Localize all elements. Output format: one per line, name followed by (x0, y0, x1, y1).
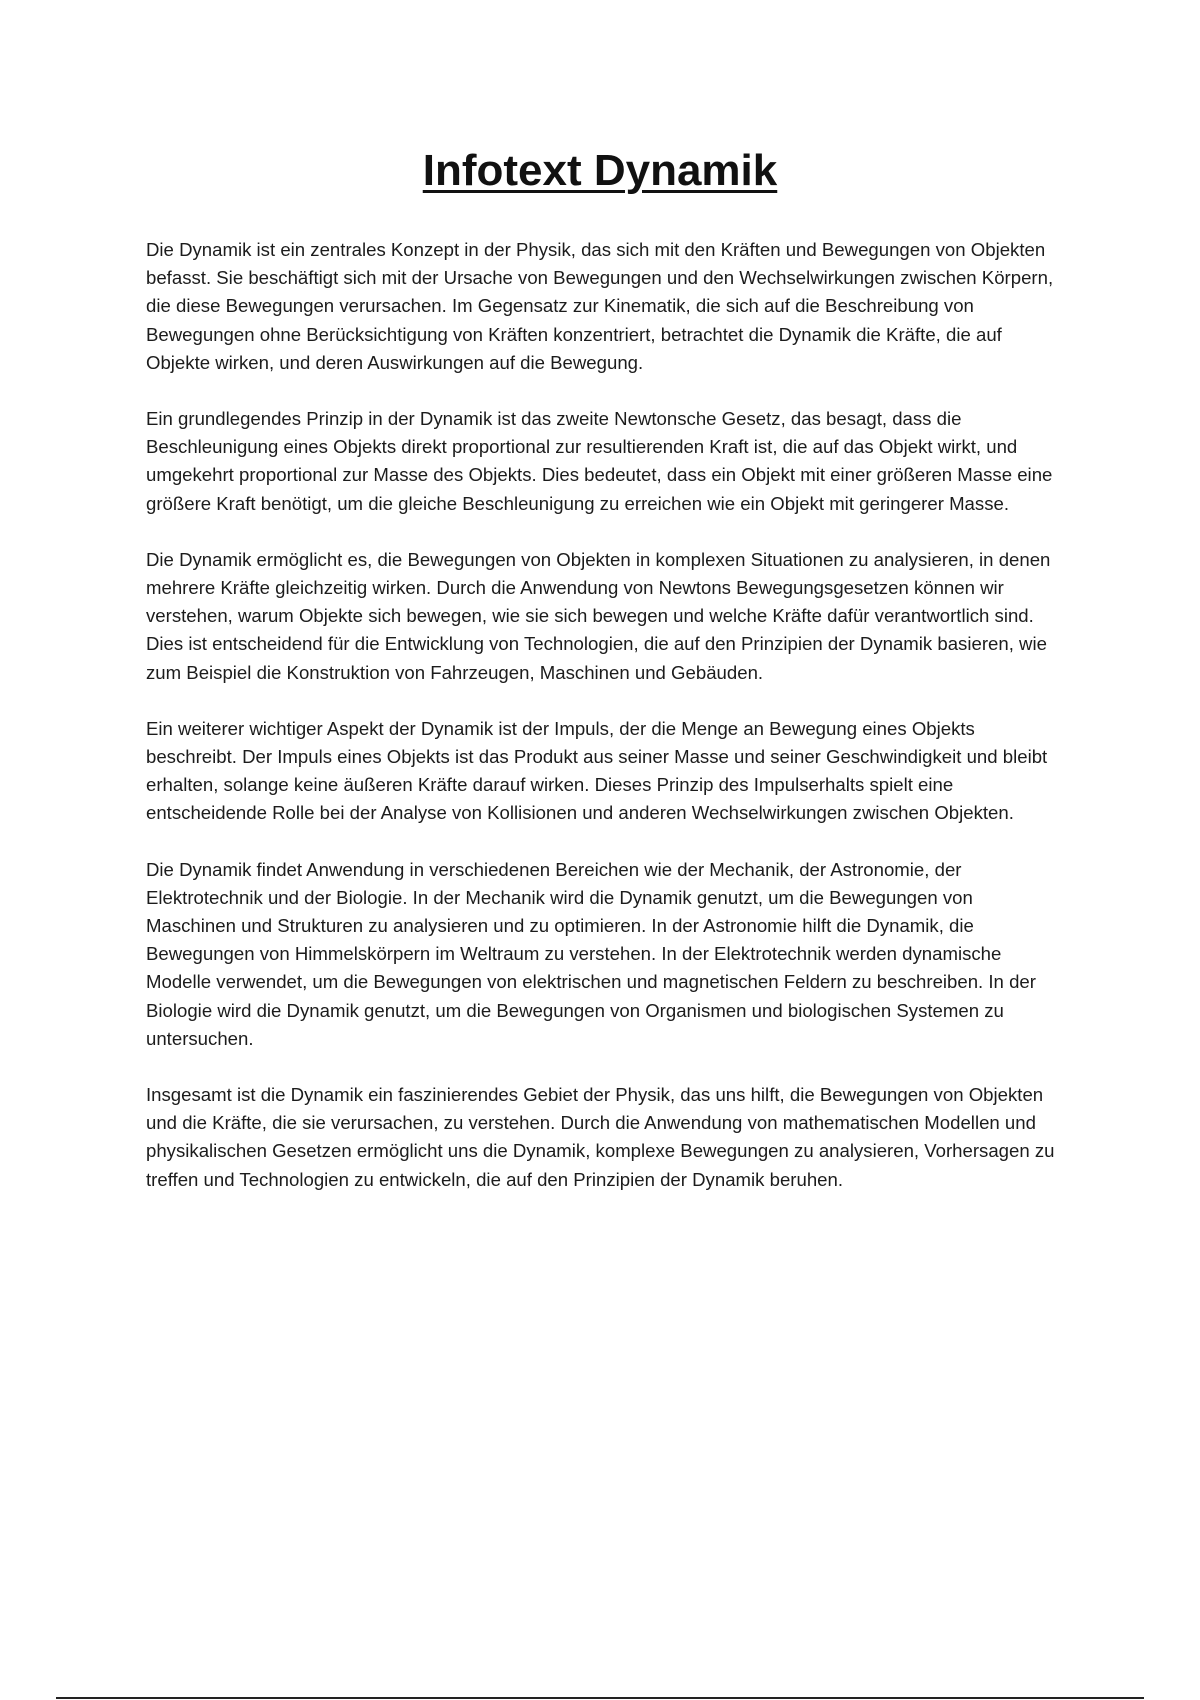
document-title: Infotext Dynamik (422, 146, 778, 195)
paragraph-complex-situations: Die Dynamik ermöglicht es, die Bewegungen von Objekten in komplexen Situationen zu analysieren, in denen mehrere Kräfte gleichzeitig wirken. Durch die Anwendung von Newtons Bewegungsgesetzen können wir verstehen, warum Objekte sich bewegen, wie sie sich bewegen und welche Kräfte dafür verantwortlich sind. Dies ist entscheidend für die Entwicklung von Technologien, die auf den Prinzipien der Dynamik basieren, wie zum Beispiel die Konstruktion von Fahrzeugen, Maschinen und Gebäuden. (146, 548, 1051, 683)
paragraph-newton-law: Ein grundlegendes Prinzip in der Dynamik ist das zweite Newtonsche Gesetz, das besagt, dass die Beschleunigung eines Objekts direkt proportional zur resultierenden Kraft ist, die auf das Objekt wirkt, und umgekehrt proportional zur Masse des Objekts. Dies bedeutet, dass ein Objekt mit einer größeren Masse eine größere Kraft benötigt, um die gleiche Beschleunigung zu erreichen wie ein Objekt mit geringerer Masse. (146, 408, 1053, 514)
paragraph-conclusion: Insgesamt ist die Dynamik ein faszinierendes Gebiet der Physik, das uns hilft, die Bewegungen von Objekten und die Kräfte, die sie verursachen, zu verstehen. Durch die Anwendung von mathematischen Modellen und physikalischen Gesetzen ermöglicht uns die Dynamik, komplexe Bewegungen zu analysieren, Vorhersagen zu treffen und Technologien zu entwickeln, die auf den Prinzipien der Dynamik beruhen. (146, 1084, 1055, 1190)
document-body (146, 236, 1064, 1222)
paragraph-intro: Die Dynamik ist ein zentrales Konzept in der Physik, das sich mit den Kräften und Bewegungen von Objekten befasst. Sie beschäftigt sich mit der Ursache von Bewegungen und den Wechselwirkungen zwischen Körpern, die diese Bewegungen verursachen. Im Gegensatz zur Kinematik, die sich auf die Beschreibung von Bewegungen ohne Berücksichtigung von Kräften konzentriert, betrachtet die Dynamik die Kräfte, die auf Objekte wirken, und deren Auswirkungen auf die Bewegung. (146, 239, 1054, 373)
paragraph-momentum: Ein weiterer wichtiger Aspekt der Dynamik ist der Impuls, der die Menge an Bewegung eines Objekts beschreibt. Der Impuls eines Objekts ist das Produkt aus seiner Masse und seiner Geschwindigkeit und bleibt erhalten, solange keine äußeren Kräfte darauf wirken. Dieses Prinzip des Impulserhalts spielt eine entscheidende Rolle bei der Analyse von Kollisionen und anderen Wechselwirkungen zwischen Objekten. (146, 717, 1048, 824)
paragraph-applications: Die Dynamik findet Anwendung in verschiedenen Bereichen wie der Mechanik, der Astronomie, der Elektrotechnik und der Biologie. In der Mechanik wird die Dynamik genutzt, um die Bewegungen von Maschinen und Strukturen zu analysieren und zu optimieren. In der Astronomie hilft die Dynamik, die Bewegungen von Himmelskörpern im Weltraum zu verstehen. In der Elektrotechnik werden dynamische Modelle verwendet, um die Bewegungen von elektrischen und magnetischen Feldern zu beschreiben. In der Biologie wird die Dynamik genutzt, um die Bewegungen von Organismen und biologischen Systemen zu untersuchen. (146, 858, 1036, 1049)
footer-divider (56, 1697, 1144, 1699)
